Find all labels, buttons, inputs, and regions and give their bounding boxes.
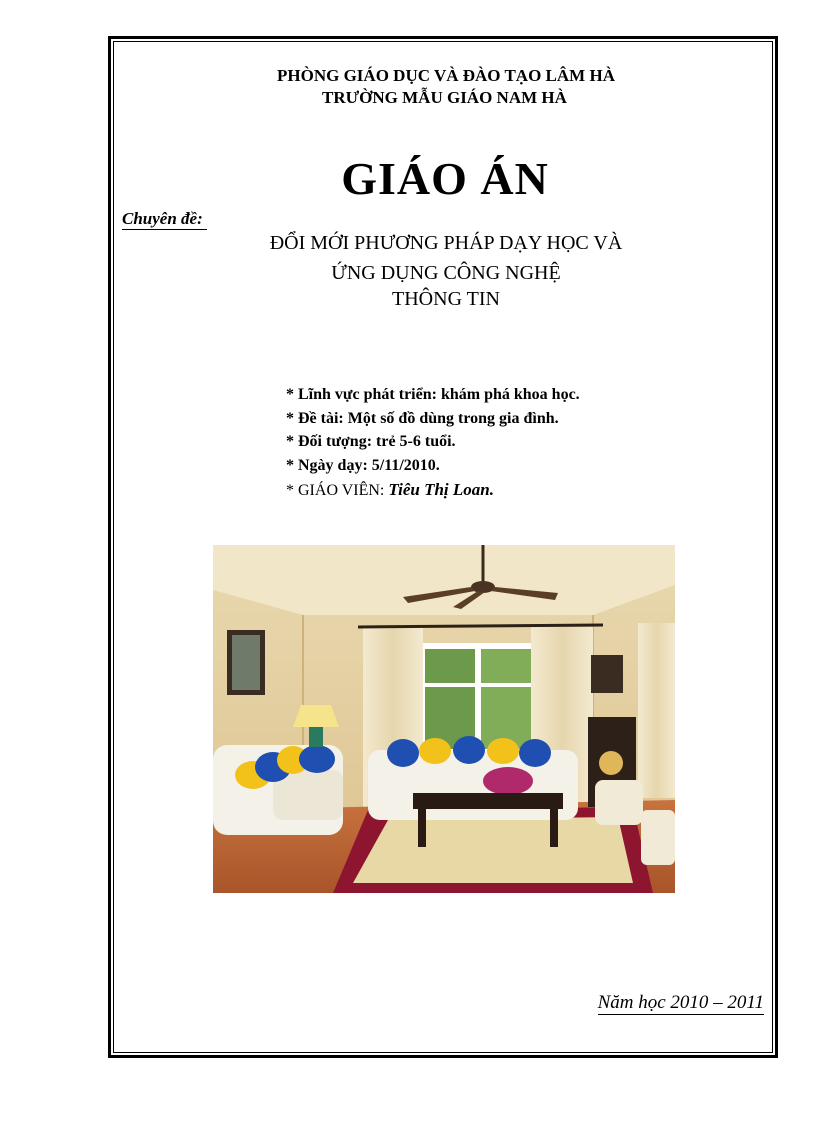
department-name: PHÒNG GIÁO DỤC VÀ ĐÀO TẠO LÂM HÀ (277, 66, 615, 85)
teacher-name: Tiêu Thị Loan. (388, 480, 494, 499)
topic-label: Chuyên đề: (122, 209, 207, 230)
school-name: TRƯỜNG MẪU GIÁO NAM HÀ (322, 88, 567, 107)
info-field: * Lĩnh vực phát triển: khám phá khoa học. (286, 386, 580, 403)
info-teacher (286, 480, 494, 500)
info-date: * Ngày dạy: 5/11/2010. (286, 457, 440, 474)
info-audience: * Đối tượng: trẻ 5-6 tuổi. (286, 433, 456, 450)
topic-line-2: ỨNG DỤNG CÔNG NGHỆ (331, 262, 561, 284)
info-subject: * Đề tài: Một số đồ dùng trong gia đình. (286, 410, 559, 427)
teacher-label: * GIÁO VIÊN: (286, 482, 389, 499)
school-year: Năm học 2010 – 2011 (597, 992, 764, 1013)
topic-line-1: ĐỔI MỚI PHƯƠNG PHÁP DẠY HỌC VÀ (269, 232, 623, 254)
living-room-photo (213, 545, 675, 893)
topic-line-3: THÔNG TIN (392, 288, 500, 310)
page-title: GIÁO ÁN (341, 153, 549, 204)
